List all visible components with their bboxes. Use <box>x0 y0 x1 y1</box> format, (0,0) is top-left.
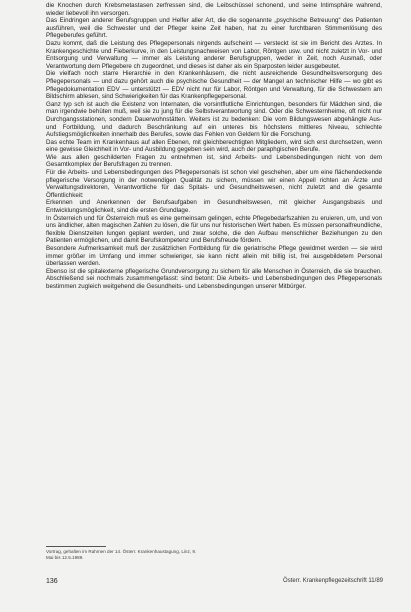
page-number: 136 <box>46 578 58 585</box>
paragraph: die Knochen durch Krebsmetastasen zerfressen sind, die Leibschüssel schonend, und seine Intimsphäre wahrend, wieder liebevoll ihn versorgen. <box>46 2 382 17</box>
footnote <box>46 549 346 561</box>
running-footer: Österr. Krankenpflegezeitschrift 11/89 <box>283 578 383 584</box>
paragraph: Die vielfach noch starre Hierarchie in den Krankenhäusern, die nicht ausreichende Gesundheitsversorgung des Pflegepersonals — und dazu gehört auch die psychische Gesundheit — der Mangel an technischer Hilfe — wo gibt es Pflegedokumentation EDV — unterstützt — EDV nicht nur für Labor, Röntgen und Verwaltung, für die Schwestern am Bildschirm ablesen, sind Schwierigkeiten für das Krankenpflegepersonal. <box>46 70 382 101</box>
paragraph: Erkennen und Anerkennen der Berufsaufgaben im Gesundheitswesen, mit gleicher Ausgangsbasis und Entwicklungsmöglichkeit, sind die ersten Grundlage. <box>46 199 382 215</box>
paragraph: Besondere Aufmerksamkeit muß der zusätzlichen Fortbildung für die geriatrische Pflege gewidmet werden — sie wird immer größer im Umfang und immer schwieriger, sie kann nicht allein mit billig ist, frei ausgebildetem Personal überlassen werden. <box>46 245 382 268</box>
paragraph: Das Eindringen anderer Berufsgruppen und Helfer aller Art, die die sogenannte „psychische Betreuung“ des Patienten ausführen, weil die Schwester und der Pfleger keine Zeit haben, hat zu einer furchtbaren Stimmenlösung des Pflegeberufes geführt. <box>46 17 382 40</box>
body-text <box>46 2 382 291</box>
footnote-line: Vortrag, gehalten im Rahmen der 14. Österr. Krankenhaustagung, Linz, 9. <box>46 549 197 554</box>
footnote-divider <box>46 546 106 547</box>
paragraph: Ganz typ sch ist auch die Existenz von Internaten, die vorsintflutliche Einrichtungen, besonders für Mädchen sind, die man irgendwie behüten muß, weil sie zu jung für die Selbstverantwortung sind. Oder die Schwesternheime, oft nicht nur Durchgangsstationen, sondern Dauerwohnstätten. Weiters ist zu bedenken: Die vom Bildungswesen abgehängte Aus- und Fortbildung, und dadurch Beschränkung auf ein unteres bis höchstens mittleres Niveau, schlechte Aufstiegsmöglichkeiten innerhalb des Berufes, sowie das Fehlen von Geldern für die Forschung. <box>46 100 382 139</box>
paragraph: Wie aus allen geschilderten Fragen zu entnehmen ist, sind Arbeits- und Lebensbedingungen nicht von dem Gesamtkomplex der Berufsfragen zu trennen. <box>46 153 382 169</box>
paragraph: Für die Arbeits- und Lebensbedingungen des Pflegepersonals ist schon viel geschehen, aber um eine flächendeckende pflegerische Versorgung in der notwendigen Qualität zu sichern, müssen wir einen Appell richten an Ärzte und Verwaltungsdirektoren, Verantwortliche für das Spitals- und Gesundheitswesen, nicht zuletzt and die gesamte Öffentlichkeit: <box>46 169 382 199</box>
footnote-line: Mai bis 12.5.1989. <box>46 554 84 560</box>
paragraph: In Österreich und für Österreich muß es eine gemeinsam gelingen, echte Pflegebedarfszahlen zu eruieren, um, und von uns ändlicher, alten magischen Zahlen zu lösen, die für uns nur historischen Wert haben. Es müssen personalfreundliche, flexible Dienstzeiten lungen geplant werden, und zwar solche, die den Aufbau menschlicher Beziehungen zu den Patienten ermöglichen, und damit Berufskompetenz und Berufsfreude fördern. <box>46 214 382 245</box>
paragraph: Dazu kommt, daß die Leistung des Pflegepersonals nirgends aufscheint — versteckt ist sie im Bericht des Arztes. In Krankengeschichte und Fieberkurve, in den Leistungsnachweisen von Labor, Röntgen usw. und nicht zuletzt in Vor- und Entsorgung und Verwaltung — immer als Leistung anderer Berufsgruppen, weder in Zeit, noch Ausmaß, oder Verantwortung dem Pflegebere ch zugeordnet, und dieses ist daher als ein Sparposten leider ausgebeutet. <box>46 39 382 70</box>
paragraph: Ebenso ist die spitalexterne pflegerische Grundversorgung zu sichern für alle Menschen in Österreich, die sie brauchen. Abschließend sei nochmals zusammengefasst: sind betont: Die Arbeits- und Lebensbedingungen des Pflegepersonals bestimmen zugleich weitgehend die Gesundheits- und Lebensbedingungen unserer Mitbürger. <box>46 267 382 290</box>
paragraph: Das echte Team im Krankenhaus auf allen Ebenen, mit gleichberechtigten Mitgliedern, wird sich erst durchsetzen, wenn eine gewisse Gleichheit in Vor- und Ausbildung gegeben sein wird, auch der paraphgischen Berufe. <box>46 138 382 154</box>
